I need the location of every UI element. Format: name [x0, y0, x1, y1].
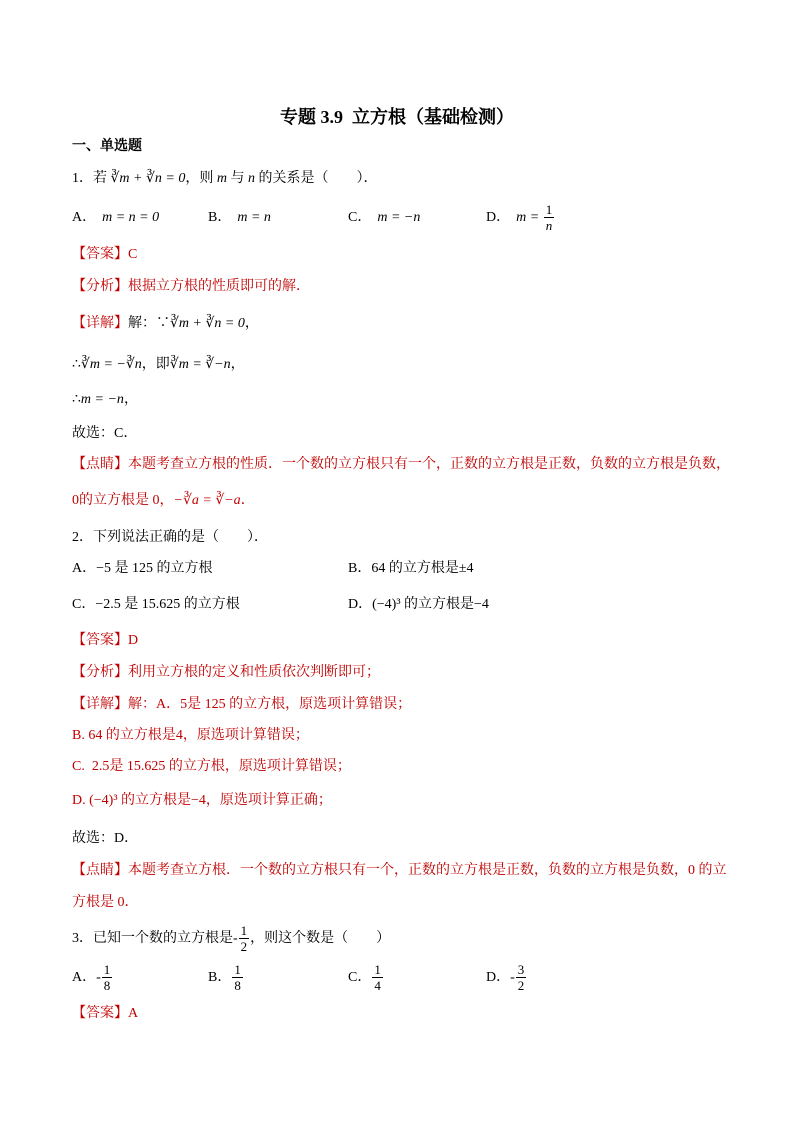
fraction	[544, 202, 555, 233]
option-label: A．	[72, 561, 97, 576]
page-title: 专题 3.9 立方根（基础检测）	[280, 107, 514, 127]
q2-comment-line-2	[72, 886, 139, 920]
math-expression: −∛a = ∛−a	[173, 493, 241, 508]
answer-value: A	[128, 1006, 139, 1021]
comment-tag: 【点睛】	[72, 863, 128, 878]
q1-option-d	[486, 201, 555, 235]
detail-text: ，	[123, 392, 138, 407]
fraction	[239, 923, 250, 954]
stem-text: 已知一个数的立方根是-	[93, 931, 238, 946]
fraction	[372, 962, 383, 993]
math-expression: ∛m = ∛−n	[169, 357, 231, 372]
detail-text: ，	[244, 316, 259, 331]
option-label: C．	[72, 597, 96, 612]
option-content	[348, 962, 384, 994]
analysis-text: 利用立方根的定义和性质依次判断即可；	[128, 665, 380, 680]
option-math: m = −n	[377, 210, 421, 225]
fraction-denominator: 8	[103, 978, 111, 994]
math-expression: ∛m + ∛n = 0	[170, 316, 245, 331]
detail-tag: 【详解】	[72, 316, 128, 331]
q2-conclusion	[72, 822, 138, 856]
q1-comment-line-1	[72, 448, 730, 482]
detail-text: C. 2.5是 15.625 的立方根，原选项计算错误；	[72, 759, 351, 774]
q1-detail-line-1	[72, 307, 259, 341]
option-sign: -	[96, 970, 101, 985]
fraction	[516, 962, 527, 993]
option-label: D．	[486, 210, 511, 225]
option-label: B．	[208, 970, 232, 985]
conclusion-text: 故选：C．	[72, 426, 138, 441]
fraction-numerator: 1	[545, 202, 553, 218]
math-expression: ∛m + ∛n = 0	[110, 171, 186, 186]
q1-option-b	[208, 201, 271, 235]
math-variable: n	[247, 171, 255, 186]
option-content	[72, 962, 113, 994]
detail-text: B. 64 的立方根是4，原选项计算错误；	[72, 728, 309, 743]
detail-text: ∴	[72, 392, 81, 407]
option-text: −2.5 是 15.625 的立方根	[95, 597, 240, 612]
q3-stem	[72, 922, 390, 956]
detail-text: D. (−4)³ 的立方根是−4，原选项计算正确；	[72, 793, 332, 808]
section-heading-text: 一、单选题	[72, 139, 142, 154]
option-label: B．	[208, 210, 232, 225]
q1-answer	[72, 238, 137, 272]
q1-stem	[72, 162, 377, 196]
fraction	[102, 962, 113, 993]
analysis-tag: 【分析】	[72, 279, 128, 294]
option-label: A．	[72, 970, 97, 985]
option-text: −5 是 125 的立方根	[96, 561, 213, 576]
comment-tag: 【点睛】	[72, 457, 128, 472]
stem-text: 下列说法正确的是（ ）．	[93, 530, 268, 545]
option-sign: -	[510, 970, 515, 985]
option-math: m =	[516, 210, 543, 225]
fraction-denominator: 2	[517, 978, 525, 994]
q2-option-b	[348, 552, 474, 586]
answer-value: D	[128, 633, 139, 648]
q1-detail-line-2	[72, 348, 245, 382]
section-heading	[72, 130, 142, 164]
q2-option-c	[72, 588, 240, 622]
q2-stem	[72, 521, 268, 555]
comment-text: 本题考查立方根的性质．一个数的立方根只有一个，正数的立方根是正数，负数的立方根是负数，	[128, 457, 730, 472]
stem-content	[72, 923, 391, 955]
q2-answer	[72, 624, 138, 658]
option-text: 64 的立方根是±4	[371, 561, 474, 576]
stem-text: 与	[226, 171, 248, 186]
q1-analysis	[72, 270, 310, 304]
q2-detail-line-3	[72, 750, 351, 784]
question-number: 1．	[72, 171, 93, 186]
answer-value: C	[128, 247, 138, 262]
fraction-numerator: 1	[374, 962, 381, 978]
q1-conclusion	[72, 417, 137, 451]
answer-tag: 【答案】	[72, 247, 128, 262]
comment-text: 0的立方根是 0，	[72, 493, 174, 508]
detail-text: ，	[230, 357, 245, 372]
fraction-denominator: n	[545, 218, 553, 234]
option-math: m = n	[237, 210, 271, 225]
fraction-numerator: 1	[103, 962, 111, 978]
detail-text: 解：A．5是 125 的立方根，原选项计算错误；	[128, 697, 412, 712]
option-label: B．	[348, 561, 372, 576]
option-label: C．	[348, 210, 372, 225]
q2-detail-line-2	[72, 719, 309, 753]
detail-text: 解：∵	[128, 316, 170, 331]
fraction-denominator: 8	[234, 978, 241, 994]
q2-option-a	[72, 552, 213, 586]
q3-option-d	[486, 961, 527, 995]
option-label: D．	[348, 597, 373, 612]
comment-text: ．	[240, 493, 255, 508]
fraction-denominator: 2	[240, 939, 248, 955]
q3-option-b	[208, 961, 244, 995]
fraction	[232, 962, 243, 993]
stem-text: 若	[93, 171, 111, 186]
option-content	[486, 962, 527, 994]
option-label: C．	[348, 970, 372, 985]
q2-option-d	[348, 588, 489, 622]
q2-detail-line-1	[72, 688, 411, 722]
fraction-numerator: 1	[234, 962, 241, 978]
fraction-numerator: 3	[517, 962, 525, 978]
stem-text: 的关系是（ ）．	[254, 171, 378, 186]
option-math: m = n = 0	[102, 210, 160, 225]
option-content	[486, 202, 555, 234]
stem-text: ，则这个数是（ ）	[250, 931, 391, 946]
option-content	[208, 962, 244, 994]
q1-option-c	[348, 201, 420, 235]
q2-comment-line-1	[72, 854, 727, 888]
analysis-tag: 【分析】	[72, 665, 128, 680]
answer-tag: 【答案】	[72, 633, 128, 648]
q3-option-c	[348, 961, 384, 995]
option-label: A．	[72, 210, 97, 225]
q2-detail-line-4	[72, 784, 332, 818]
answer-tag: 【答案】	[72, 1006, 128, 1021]
q1-detail-line-3	[72, 383, 138, 417]
question-number: 3．	[72, 931, 93, 946]
math-variable: m	[216, 171, 227, 186]
detail-text: ∴	[72, 357, 81, 372]
stem-text: ，则	[185, 171, 217, 186]
math-expression: ∛m = −∛n	[80, 357, 142, 372]
math-expression: m = −n	[80, 392, 124, 407]
q3-option-a	[72, 961, 113, 995]
detail-tag: 【详解】	[72, 697, 128, 712]
q2-analysis	[72, 656, 380, 690]
comment-text: 本题考查立方根．一个数的立方根只有一个，正数的立方根是正数，负数的立方根是负数，0 的立	[128, 863, 727, 878]
option-label: D．	[486, 970, 511, 985]
fraction-denominator: 4	[374, 978, 381, 994]
conclusion-text: 故选：D．	[72, 831, 139, 846]
q1-option-a	[72, 201, 159, 235]
analysis-text: 根据立方根的性质即可的解．	[128, 279, 310, 294]
question-number: 2．	[72, 530, 93, 545]
fraction-numerator: 1	[240, 923, 248, 939]
option-text: (−4)³ 的立方根是−4	[372, 597, 489, 612]
comment-text: 方根是 0．	[72, 895, 139, 910]
q3-answer	[72, 997, 138, 1031]
q1-comment-line-2	[72, 484, 255, 518]
detail-text: ，即	[141, 357, 170, 372]
